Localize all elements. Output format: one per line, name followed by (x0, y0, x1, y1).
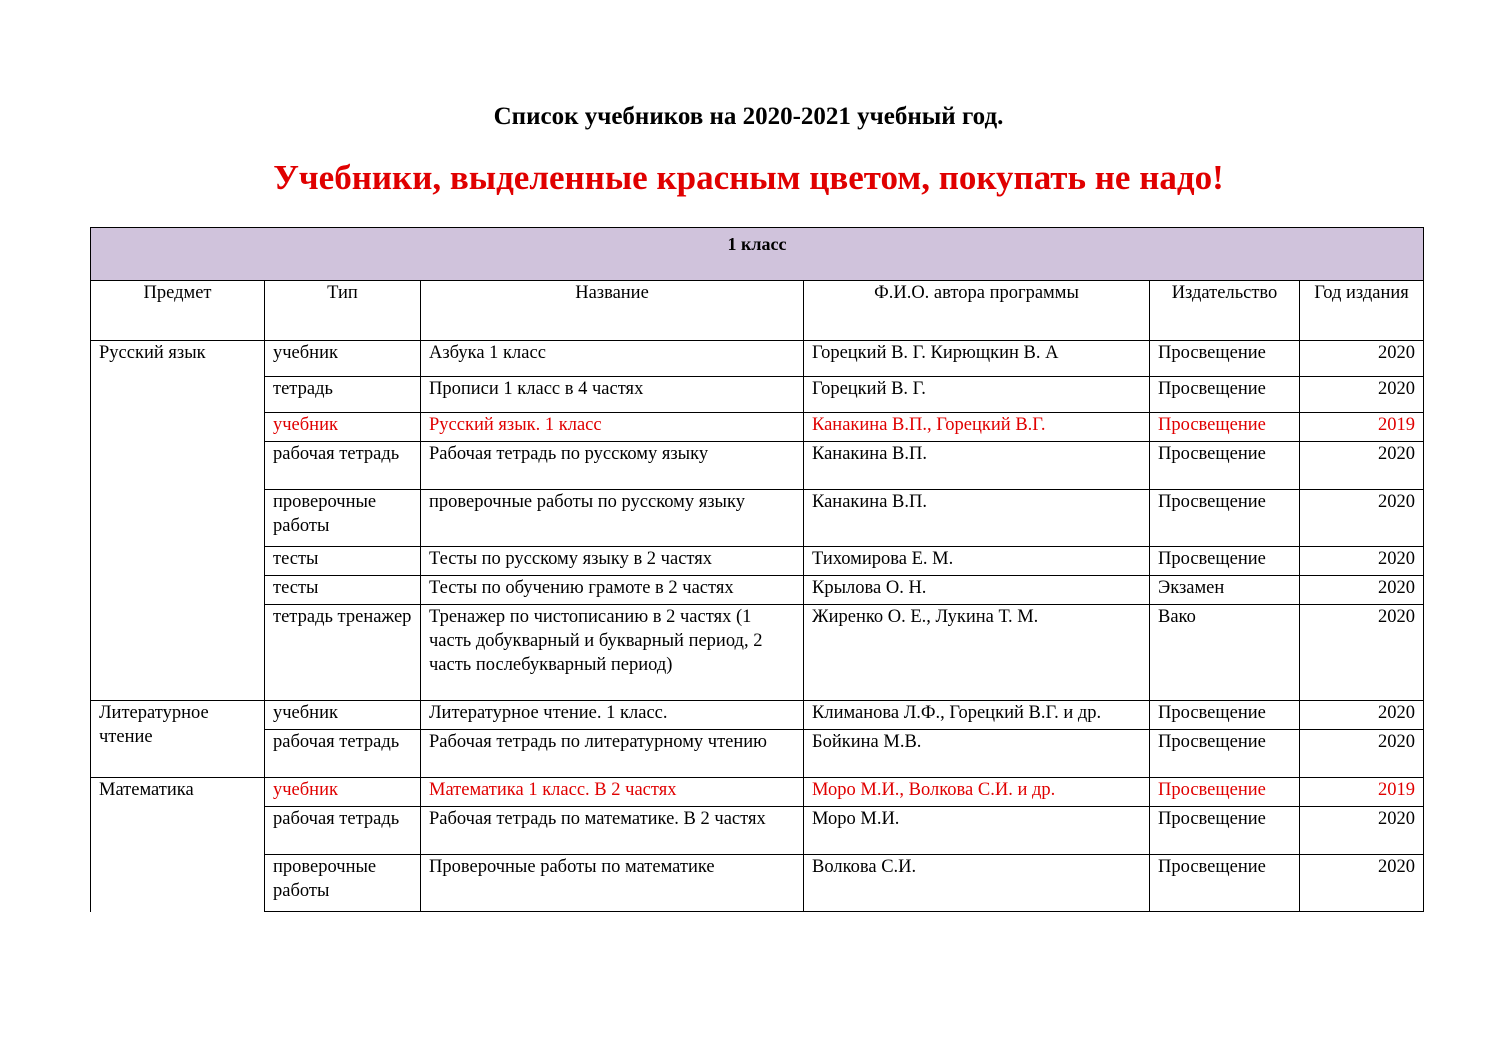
table-row (91, 547, 1424, 576)
grade-header-row (91, 228, 1424, 281)
warning-subtitle: Учебники, выделенные красным цветом, покупать не надо! (273, 158, 1224, 197)
cell-author: Горецкий В. Г. (804, 377, 1150, 413)
cell-type: тесты (265, 547, 421, 576)
header-year: Год издания (1300, 281, 1424, 341)
cell-type: рабочая тетрадь (265, 807, 421, 855)
cell-author: Канакина В.П., Горецкий В.Г. (804, 413, 1150, 442)
cell-author: Канакина В.П. (804, 442, 1150, 490)
cell-year: 2020 (1300, 490, 1424, 547)
header-title: Название (421, 281, 804, 341)
cell-year: 2020 (1300, 442, 1424, 490)
cell-publisher: Экзамен (1150, 576, 1300, 605)
cell-publisher: Просвещение (1150, 341, 1300, 377)
cell-type: тетрадь тренажер (265, 605, 421, 701)
cell-title: Русский язык. 1 класс (421, 413, 804, 442)
cell-publisher: Просвещение (1150, 490, 1300, 547)
cell-year: 2020 (1300, 855, 1424, 912)
cell-title: Математика 1 класс. В 2 частях (421, 778, 804, 807)
cell-type: тетрадь (265, 377, 421, 413)
cell-year: 2019 (1300, 778, 1424, 807)
cell-author: Канакина В.П. (804, 490, 1150, 547)
cell-author: Бойкина М.В. (804, 730, 1150, 778)
cell-author: Моро М.И. (804, 807, 1150, 855)
cell-author: Моро М.И., Волкова С.И. и др. (804, 778, 1150, 807)
cell-author: Крылова О. Н. (804, 576, 1150, 605)
cell-type: учебник (265, 701, 421, 730)
cell-title: Литературное чтение. 1 класс. (421, 701, 804, 730)
cell-publisher: Вако (1150, 605, 1300, 701)
cell-publisher: Просвещение (1150, 701, 1300, 730)
cell-type: тесты (265, 576, 421, 605)
cell-publisher: Просвещение (1150, 442, 1300, 490)
cell-year: 2020 (1300, 576, 1424, 605)
table-row (91, 605, 1424, 701)
cell-title: Тесты по русскому языку в 2 частях (421, 547, 804, 576)
column-header-row (91, 281, 1424, 341)
cell-type: проверочные работы (265, 855, 421, 912)
cell-type: учебник (265, 413, 421, 442)
cell-author: Волкова С.И. (804, 855, 1150, 912)
table-row (91, 701, 1424, 730)
cell-publisher: Просвещение (1150, 547, 1300, 576)
table-row (91, 576, 1424, 605)
table-row (91, 377, 1424, 413)
cell-author: Горецкий В. Г. Кирющкин В. А (804, 341, 1150, 377)
cell-subject: Литературное чтение (91, 701, 265, 778)
cell-title: Рабочая тетрадь по литературному чтению (421, 730, 804, 778)
cell-publisher: Просвещение (1150, 807, 1300, 855)
cell-author: Жиренко О. Е., Лукина Т. М. (804, 605, 1150, 701)
table-row (91, 442, 1424, 490)
cell-title: проверочные работы по русскому языку (421, 490, 804, 547)
cell-year: 2020 (1300, 807, 1424, 855)
cell-author: Климанова Л.Ф., Горецкий В.Г. и др. (804, 701, 1150, 730)
cell-title: Рабочая тетрадь по математике. В 2 частях (421, 807, 804, 855)
table-row (91, 730, 1424, 778)
cell-publisher: Просвещение (1150, 377, 1300, 413)
cell-title: Тренажер по чистописанию в 2 частях (1 часть добукварный и букварный период, 2 часть послебукварный период) (421, 605, 804, 701)
header-author: Ф.И.О. автора программы (804, 281, 1150, 341)
cell-year: 2019 (1300, 413, 1424, 442)
cell-type: проверочные работы (265, 490, 421, 547)
grade-label: 1 класс (91, 228, 1424, 281)
cell-publisher: Просвещение (1150, 778, 1300, 807)
cell-year: 2020 (1300, 701, 1424, 730)
table-body (91, 341, 1424, 912)
table-row (91, 341, 1424, 377)
cell-year: 2020 (1300, 341, 1424, 377)
table-row (91, 490, 1424, 547)
textbooks-table (90, 227, 1424, 912)
cell-year: 2020 (1300, 730, 1424, 778)
cell-subject: Математика (91, 778, 265, 912)
cell-type: учебник (265, 341, 421, 377)
table-row (91, 855, 1424, 912)
cell-title: Проверочные работы по математике (421, 855, 804, 912)
table-row (91, 807, 1424, 855)
cell-type: учебник (265, 778, 421, 807)
cell-publisher: Просвещение (1150, 413, 1300, 442)
header-type: Тип (265, 281, 421, 341)
cell-type: рабочая тетрадь (265, 442, 421, 490)
cell-publisher: Просвещение (1150, 730, 1300, 778)
table-row (91, 778, 1424, 807)
cell-author: Тихомирова Е. М. (804, 547, 1150, 576)
header-publisher: Издательство (1150, 281, 1300, 341)
header-subject: Предмет (91, 281, 265, 341)
cell-year: 2020 (1300, 605, 1424, 701)
cell-title: Азбука 1 класс (421, 341, 804, 377)
table-row (91, 413, 1424, 442)
cell-year: 2020 (1300, 377, 1424, 413)
page-title: Список учебников на 2020-2021 учебный год. (493, 103, 1004, 130)
cell-title: Прописи 1 класс в 4 частях (421, 377, 804, 413)
cell-title: Тесты по обучению грамоте в 2 частях (421, 576, 804, 605)
cell-subject: Русский язык (91, 341, 265, 701)
cell-type: рабочая тетрадь (265, 730, 421, 778)
cell-year: 2020 (1300, 547, 1424, 576)
cell-publisher: Просвещение (1150, 855, 1300, 912)
cell-title: Рабочая тетрадь по русскому языку (421, 442, 804, 490)
